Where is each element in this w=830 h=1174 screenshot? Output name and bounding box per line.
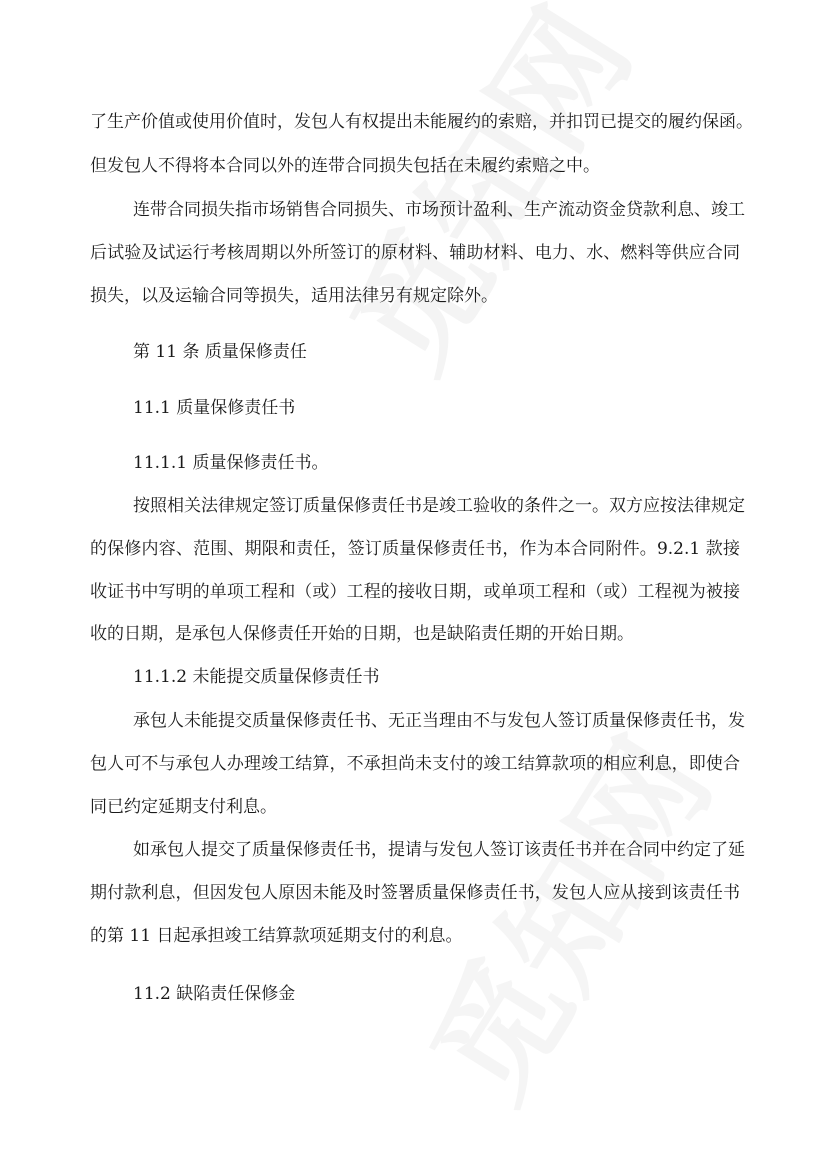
paragraph-line: 承包人未能提交质量保修责任书、无正当理由不与发包人签订质量保修责任书，发	[133, 711, 745, 731]
paragraph-line: 按照相关法律规定签订质量保修责任书是竣工验收的条件之一。双方应按法律规定	[133, 496, 745, 516]
paragraph-line: 但发包人不得将本合同以外的连带合同损失包括在未履约索赔之中。	[90, 156, 600, 176]
subsection-heading: 11.1 质量保修责任书	[133, 398, 296, 418]
paragraph-line: 后试验及试运行考核周期以外所签订的原材料、辅助材料、电力、水、燃料等供应合同	[90, 243, 740, 263]
subsection-heading: 11.2 缺陷责任保修金	[133, 984, 296, 1004]
paragraph-line: 如承包人提交了质量保修责任书，提请与发包人签订该责任书并在合同中约定了延	[133, 840, 745, 860]
paragraph-line: 的保修内容、范围、期限和责任，签订质量保修责任书，作为本合同附件。9.2.1 款接	[90, 539, 740, 559]
paragraph-line: 收的日期，是承包人保修责任开始的日期，也是缺陷责任期的开始日期。	[90, 624, 634, 644]
paragraph-line: 了生产价值或使用价值时，发包人有权提出未能履约的索赔，并扣罚已提交的履约保函。	[90, 112, 753, 132]
paragraph-line: 收证书中写明的单项工程和（或）工程的接收日期，或单项工程和（或）工程视为被接	[90, 582, 740, 602]
section-heading: 第 11 条 质量保修责任	[133, 342, 307, 362]
subsection-heading: 11.1.1 质量保修责任书。	[133, 453, 329, 473]
paragraph-line: 期付款利息，但因发包人原因未能及时签署质量保修责任书，发包人应从接到该责任书	[90, 883, 740, 903]
subsection-heading: 11.1.2 未能提交质量保修责任书	[133, 667, 380, 687]
paragraph-line: 的第 11 日起承担竣工结算款项延期支付的利息。	[90, 926, 463, 946]
paragraph-line: 包人可不与承包人办理竣工结算，不承担尚未支付的竣工结算款项的相应利息，即使合	[90, 754, 740, 774]
paragraph-line: 连带合同损失指市场销售合同损失、市场预计盈利、生产流动资金贷款利息、竣工	[133, 200, 745, 220]
paragraph-line: 损失，以及运输合同等损失，适用法律另有规定除外。	[90, 286, 498, 306]
paragraph-line: 同已约定延期支付利息。	[90, 797, 277, 817]
